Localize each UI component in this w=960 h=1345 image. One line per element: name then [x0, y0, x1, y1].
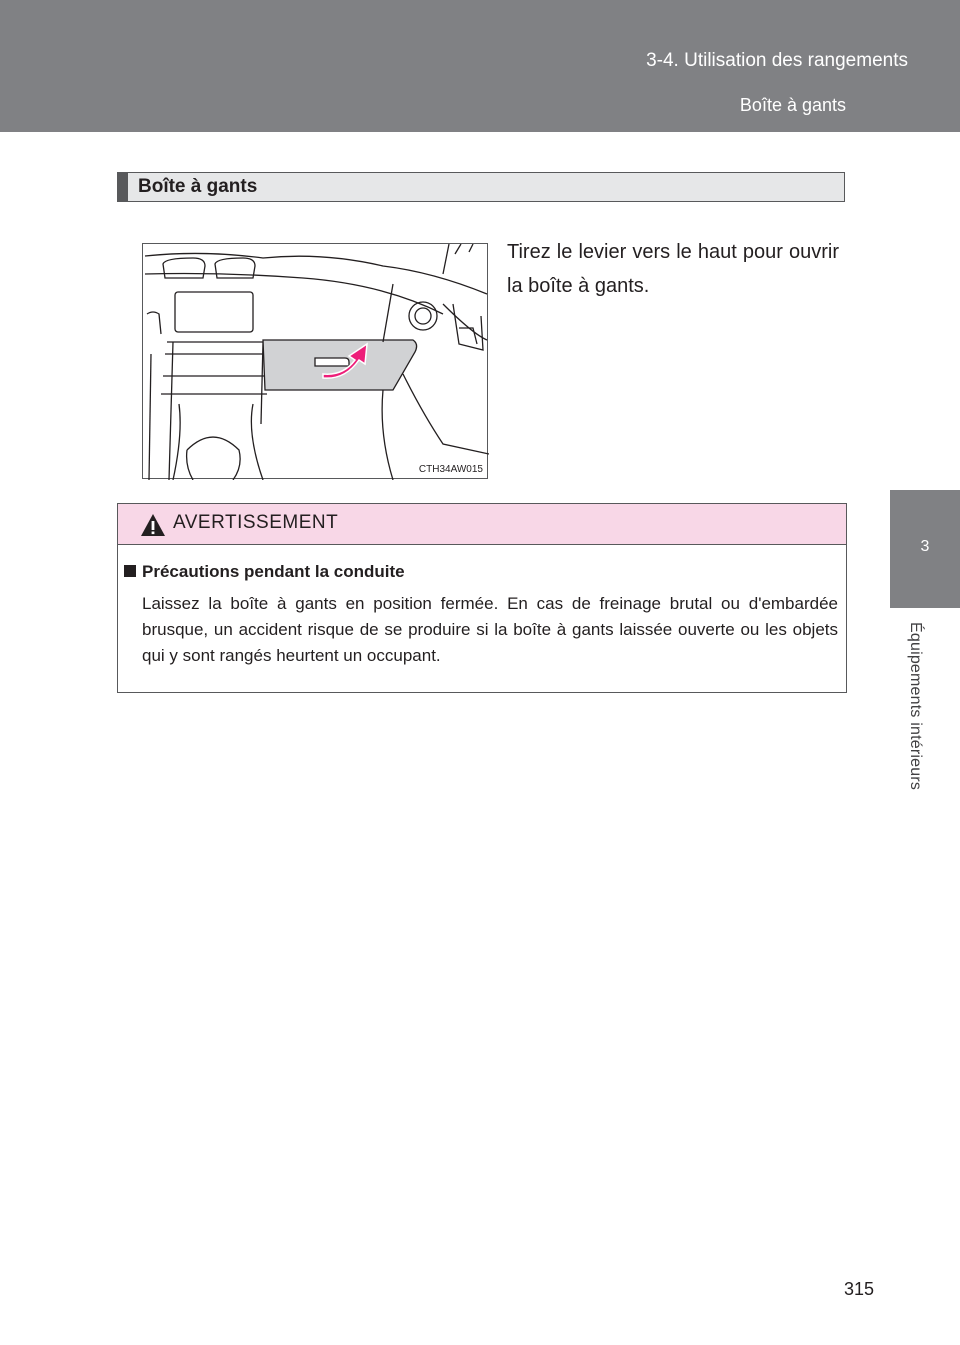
warning-heading: AVERTISSEMENT: [173, 512, 339, 533]
intro-paragraph: Tirez le levier vers le haut pour ouvrir la boîte à gants.: [507, 241, 839, 297]
warning-subheading: [124, 562, 405, 582]
chapter-tab-label: Équipements intérieurs: [907, 622, 924, 791]
warning-subheading-text: Précautions pendant la conduite: [142, 562, 405, 581]
heading-marker: [118, 173, 128, 201]
dashboard-drawing-icon: [143, 244, 489, 480]
chapter-tab-number: 3: [920, 538, 930, 555]
section-heading-bar: [117, 172, 845, 202]
warning-box: [117, 503, 847, 693]
square-bullet-icon: [124, 565, 136, 577]
page-number: 315: [843, 1279, 874, 1299]
page-header: [0, 0, 960, 132]
chapter-tab: [890, 490, 960, 608]
figure-code: CTH34AW015: [418, 464, 483, 475]
section-heading: Boîte à gants: [138, 176, 258, 197]
chapter-title: 3-4. Utilisation des rangements: [646, 50, 908, 71]
warning-triangle-icon: [140, 513, 166, 537]
warning-header: [118, 504, 846, 545]
warning-body: Laissez la boîte à gants en position fermée. En cas de freinage brutal ou d'embardée brusque, un accident risque de se produire si la boîte à gants laissée ouverte ou les objets qui y sont rangés heurtent un occupant.: [142, 594, 838, 665]
section-title: Boîte à gants: [739, 95, 846, 115]
glovebox-illustration: [142, 243, 488, 479]
